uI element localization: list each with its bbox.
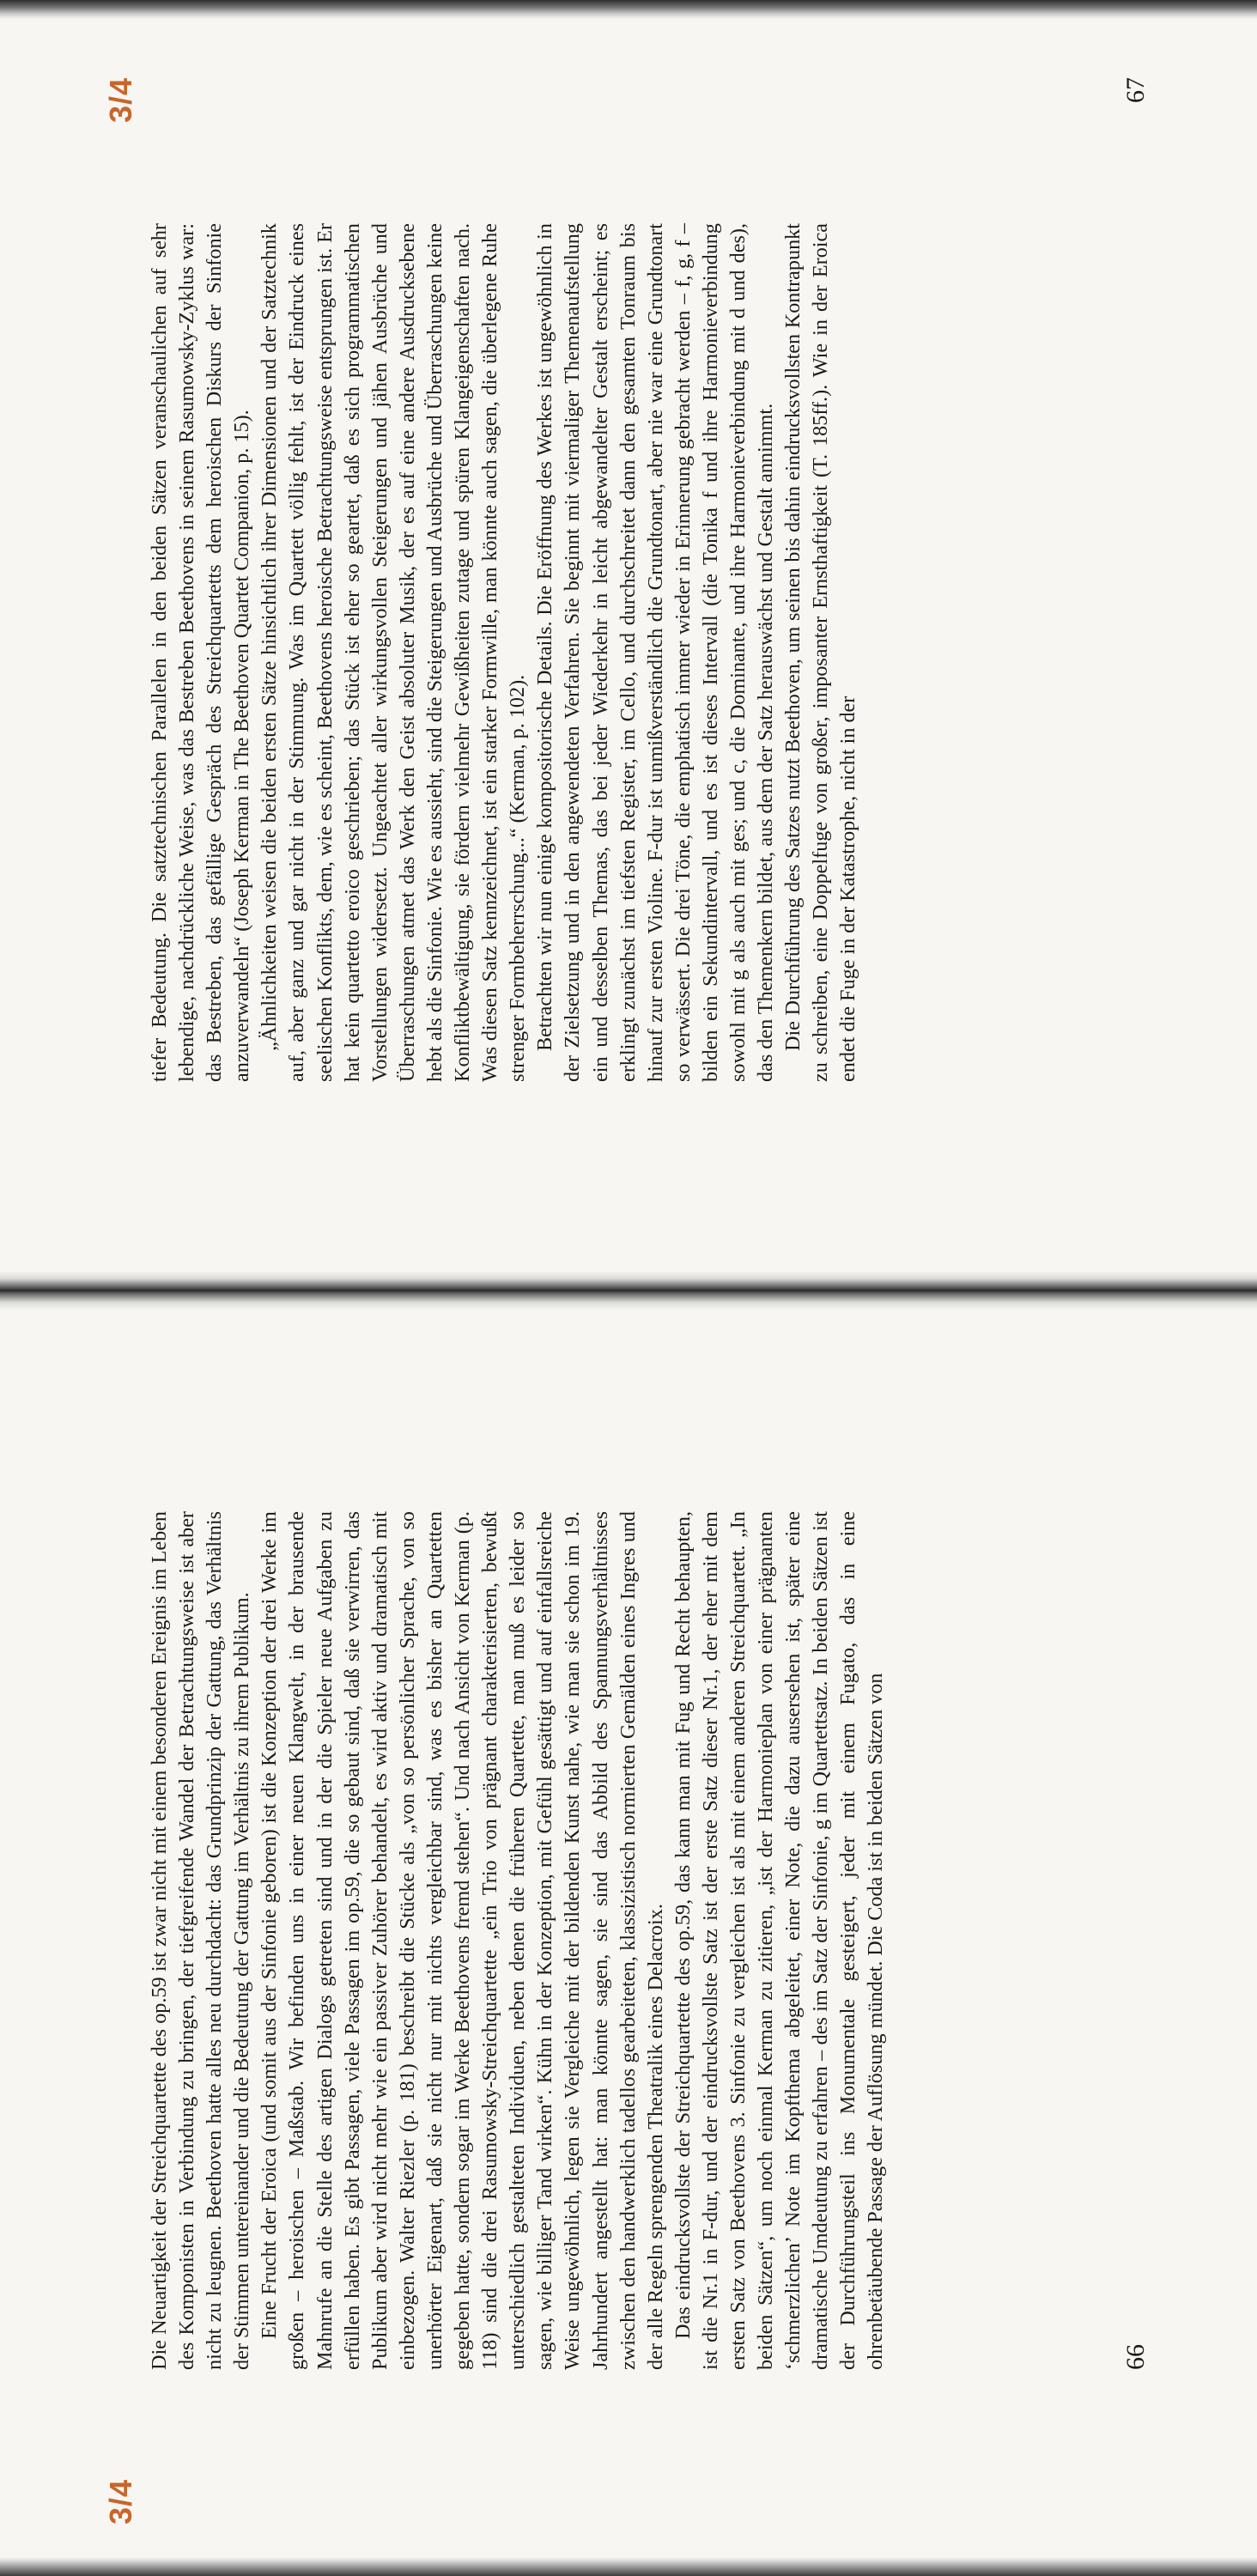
paragraph: Eine Frucht der Eroica (und somit aus der Sinfonie geboren) ist die Konzeption der drei Werke im großen – heroischen – Maßstab. Wir befinden uns in einer neuen Klangwelt, in der brausende Mahnrufe an die Stelle des artigen Dialogs getreten sind und in der die Spieler neue Aufgaben zu erfüllen haben. Es gibt Passagen, viele Passagen im op.59, die so gebaut sind, daß sie verwirren, das Publikum aber wird nicht mehr wie ein passiver Zuhörer behandelt, es wird aktiv und dramatisch mit einbezogen. Walter Riezler (p. 181) beschreibt die Stücke als „von so persönlicher Sprache, von so unerhörter Eigenart, daß sie nicht nur mit nichts vergleichbar sind, was es bisher an Quartetten gegeben hatte, sondern sogar im Werke Beethovens fremd stehen“. Und nach Ansicht von Kerman (p. 118) sind die drei Rasumowsky-Streichquartette „ein Trio von prägnant charakterisierten, bewußt unterschiedlich gestalteten Individuen, neben denen die früheren Quartette, man muß es leider so sagen, wie billiger Tand wirken“. Kühn in der Konzeption, mit Gefühl gesättigt und auf einfallsreiche Weise ungewöhnlich, legen sie Vergleiche mit der bildenden Kunst nahe, wie man sie schon im 19. Jahrhundert angestellt hat: man könnte sagen, sie sind das Abbild des Spannungsverhältnisses zwischen den handwerklich tadellos gearbeiteten, klassizistisch normierten Gemälden eines Ingres und der alle Regeln sprengenden Theatralik eines Delacroix. — [258, 1511, 667, 2370]
book-page-67 — [103, 52, 1151, 1236]
paragraph: Die Durchführung des Satzes nutzt Beethoven, um seinen bis dahin eindrucksvollsten Kontrapunkt zu schreiben, eine Doppelfuge von großer, imposanter Ernsthaftigkeit (T. 185ff.). Wie in der Eroica endet die Fuge in der Katastrophe, nicht in der — [781, 223, 860, 1082]
paragraph: tiefer Bedeutung. Die satztechnischen Parallelen in den beiden Sätzen veranschaulichen auf sehr lebendige, nachdrückliche Weise, was das Bestreben Beethovens in seinem Rasumowsky-Zyklus war: das Bestreben, das gefällige Gespräch des Streichquartetts dem heroischen Diskurs der Sinfonie anzuverwandeln“ (Joseph Kerman in The Beethoven Quartet Companion, p. 15). — [148, 223, 254, 1082]
paragraph: Die Neuartigkeit der Streichquartette des op.59 ist zwar nicht mit einem besonderen Ereignis im Leben des Komponisten in Verbindung zu bringen, der tiefgreifende Wandel der Betrachtungsweise ist aber nicht zu leugnen. Beethoven hatte alles neu durchdacht: das Grundprinzip der Gattung, das Verhältnis der Stimmen untereinander und die Bedeutung der Gattung im Verhältnis zu ihrem Publikum. — [148, 1511, 254, 2370]
book-page-66 — [103, 1340, 1151, 2524]
book-gutter — [0, 1271, 1257, 1310]
page-body — [146, 1511, 890, 2370]
scan-top-edge — [0, 0, 1257, 19]
page-number: 66 — [1121, 2344, 1150, 2370]
paragraph: „Ähnlichkeiten weisen die beiden ersten Sätze hinsichtlich ihrer Dimensionen und der Satztechnik auf, aber ganz und gar nicht in der Stimmung. Was im Quartett völlig fehlt, ist der Eindruck eines seelischen Konflikts, dem, wie es scheint, Beethovens heroische Betrachtungsweise entsprungen ist. Er hat kein quartetto eroico geschrieben; das Stück ist eher so geartet, daß es sich programmatischen Vorstellungen widersetzt. Ungeachtet aller wirkungsvollen Steigerungen und jähen Ausbrüche und Überraschungen atmet das Werk den Geist absoluter Musik, der es auf eine andere Ausdrucksebene hebt als die Sinfonie. Wie es aussieht, sind die Steigerungen und Ausbrüche und Überraschungen keine Konfliktbewältigung, sie fördern vielmehr Gewißheiten zutage und spüren Klangeigenschaften nach. Was diesen Satz kennzeichnet, ist ein starker Formwille, man könnte auch sagen, die überlegene Ruhe strenger Formbeherrschung...“ (Kerman, p. 102). — [258, 223, 530, 1082]
paragraph: Das eindrucksvollste der Streichquartette des op.59, das kann man mit Fug und Recht behaupten, ist die Nr.1 in F-dur, und der eindrucksvollste Satz ist der erste Satz dieser Nr.1, der eher mit dem ersten Satz von Beethovens 3. Sinfonie zu vergleichen ist als mit einem anderen Streichquartett. „In beiden Sätzen“, um noch einmal Kerman zu zitieren, „ist der Harmonieplan von einer prägnanten ‘schmerzlichen’ Note im Kopfthema abgeleitet, einer Note, die dazu ausersehen ist, später eine dramatische Umdeutung zu erfahren – des im Satz der Sinfonie, g im Quartettsatz. In beiden Sätzen ist der Durchführungsteil ins Monumentale gesteigert, jeder mit einem Fugato, das in eine ohrenbetäubende Passage der Auflösung mündet. Die Coda ist in beiden Sätzen von — [671, 1511, 888, 2370]
page-body — [146, 223, 862, 1082]
chapter-marker: 3/4 — [103, 2478, 138, 2524]
paragraph: Betrachten wir nun einige kompositorische Details. Die Eröffnung des Werkes ist ungewöhnlich in der Zielsetzung und in den angewendeten Verfahren. Sie beginnt mit viermaliger Themenaufstellung ein und desselben Themas, das bei jeder Wiederkehr in leicht abgewandelter Gestalt erscheint; es erklingt zunächst im tiefsten Register, im Cello, und durchschreitet dann den gesamten Tonraum bis hinauf zur ersten Violine. F-dur ist unmißverständlich die Grundtonart, aber nie war eine Grundtonart so verwässert. Die drei Töne, die emphatisch immer wieder in Erinnerung gebracht werden – f, g, f – bilden ein Sekundintervall, und es ist dieses Intervall (die Tonika f und ihre Harmonieverbindung sowohl mit g als auch mit ges; und c, die Dominante, und ihre Harmonieverbindung mit d und des), das den Themenkern bildet, aus dem der Satz herauswächst und Gestalt annimmt. — [533, 223, 778, 1082]
scan-bottom-edge — [0, 2557, 1257, 2576]
chapter-marker: 3/4 — [103, 77, 138, 124]
page-number: 67 — [1121, 77, 1150, 103]
